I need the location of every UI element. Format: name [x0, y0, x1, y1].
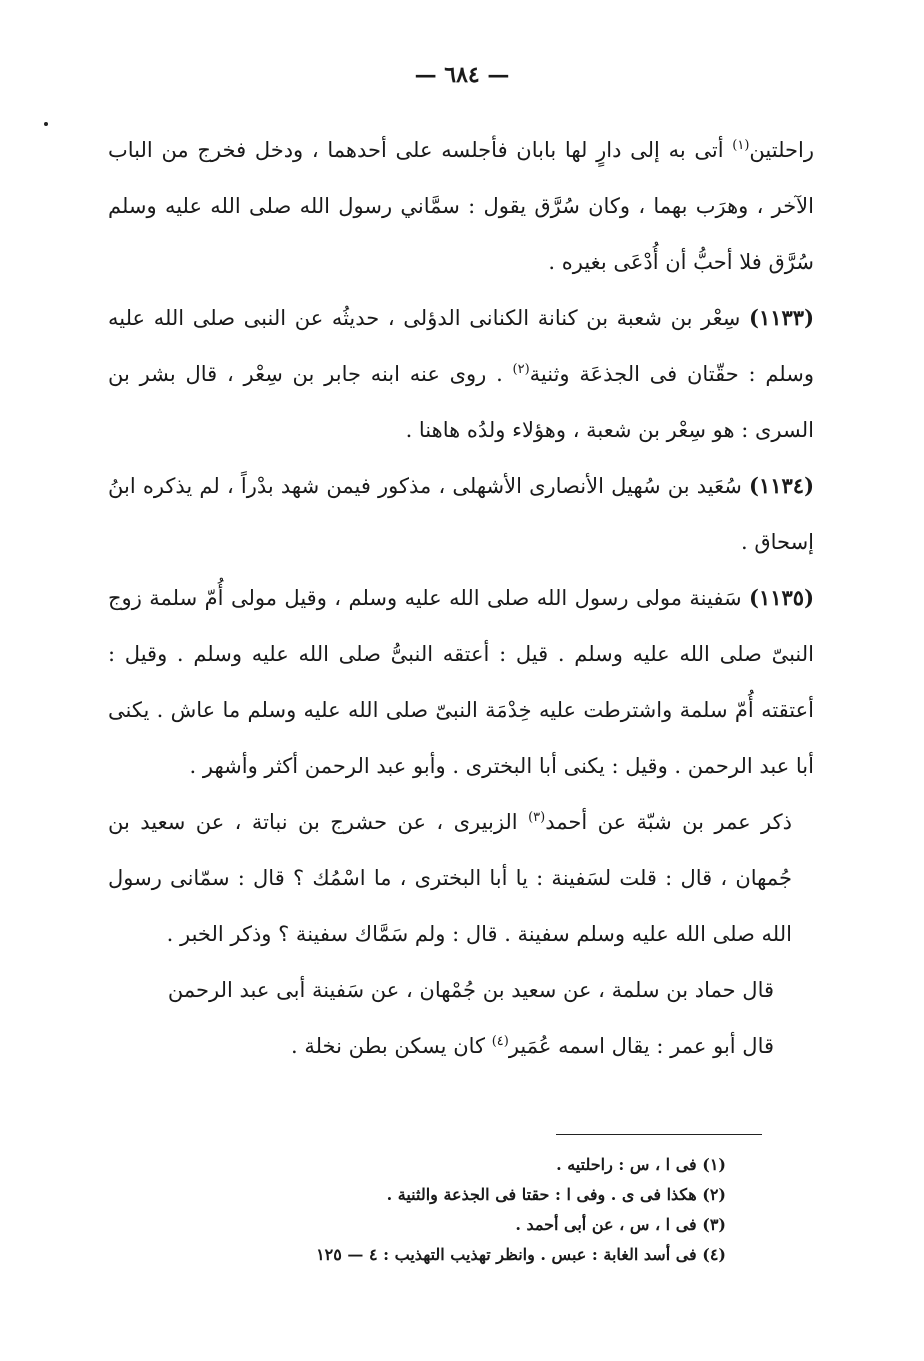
paragraph	[108, 458, 814, 570]
paragraph-text: سُعَيد بن سُهيل الأنصارى الأشهلى ، مذكور فيمن شهد بدْراً ، لم يذكره ابنُ إسحاق .	[108, 474, 814, 554]
paragraph-text: ذكر عمر بن شبّة عن أحمد	[545, 810, 792, 834]
paragraph-text: قال أبو عمر : يقال اسمه عُمَير	[508, 1034, 774, 1058]
paragraph	[108, 1018, 814, 1074]
entry-number: (١١٣٥)	[749, 585, 814, 610]
page-number: — ٦٨٤ —	[414, 62, 510, 88]
footnotes	[240, 1150, 726, 1270]
paragraph	[108, 122, 814, 290]
paragraph	[108, 570, 814, 794]
paragraph-text: الزبيرى ، عن حشرج بن نباتة ، عن سعيد بن جُمهان ، قال : قلت لسَفينة : يا أبا البخترى ، ما اسْمُك ؟ قال : سمّانى رسول الله صلى الله عليه وسلم سفينة . قال : ولم سَمَّاك سفينة ؟ وذكر الخبر .	[108, 810, 792, 946]
paragraph-text: . روى عنه ابنه جابر بن سِعْر ، قال بشر بن السرى : هو سِعْر بن شعبة ، وهؤلاء ولدُه هاهنا .	[108, 362, 814, 442]
paragraph-text: راحلتين	[749, 138, 814, 162]
footnote: (١) فى ا ، س : راحلتيه .	[556, 1155, 726, 1174]
paragraph-text: أتى به إلى دارٍ لها بابان فأجلسه على أحدهما ، ودخل فخرج من الباب الآخر ، وهرَب بهما ، وكان سُرَّق يقول : سمَّاني رسول الله صلى الله عليه وسلم سُرَّق فلا أحبُّ أن أُدْعَى بغيره .	[108, 138, 814, 274]
paragraph-text: كان يسكن بطن نخلة .	[291, 1034, 492, 1058]
entry-number: (١١٣٣)	[749, 305, 814, 330]
footnote-ref[interactable]: (١)	[732, 138, 750, 153]
paragraph-text: سِعْر بن شعبة بن كنانة الكنانى الدؤلى ، حديثُه عن النبى صلى الله عليه وسلم : حقّتان فى الجذعَة وثنية	[108, 306, 814, 386]
margin-mark	[44, 122, 48, 126]
footnote-divider	[556, 1134, 762, 1135]
footnote: (٢) هكذا فى ى . وفى ا : حقتا فى الجذعة والثنية .	[386, 1185, 726, 1204]
footnote-ref[interactable]: (٤)	[491, 1034, 509, 1049]
paragraph	[108, 794, 814, 962]
paragraph	[108, 290, 814, 458]
entry-number: (١١٣٤)	[749, 473, 814, 498]
footnote-ref[interactable]: (٢)	[512, 362, 530, 377]
footnote-ref[interactable]: (٣)	[528, 810, 546, 825]
paragraph-text: قال حماد بن سلمة ، عن سعيد بن جُمْهان ، عن سَفينة أبى عبد الرحمن	[167, 978, 774, 1002]
footnote: (٣) فى ا ، س ، عن أبى أحمد .	[515, 1215, 726, 1234]
paragraph-text: سَفينة مولى رسول الله صلى الله عليه وسلم ، وقيل مولى أُمّ سلمة زوج النبىّ صلى الله عليه وسلم . قيل : أعتقه النبىُّ صلى الله عليه وسلم . وقيل : أعتقته أُمّ سلمة واشترطت عليه خِدْمَة النبىّ صلى الله عليه وسلم ما عاش . يكنى أبا عبد الرحمن . وقيل : يكنى أبا البخترى . وأبو عبد الرحمن أكثر وأشهر .	[108, 586, 814, 778]
footnote: (٤) فى أسد الغابة : عبس . وانظر تهذيب التهذيب : ٤ — ١٢٥	[316, 1245, 726, 1264]
paragraph	[108, 962, 814, 1018]
main-text	[108, 122, 814, 1074]
